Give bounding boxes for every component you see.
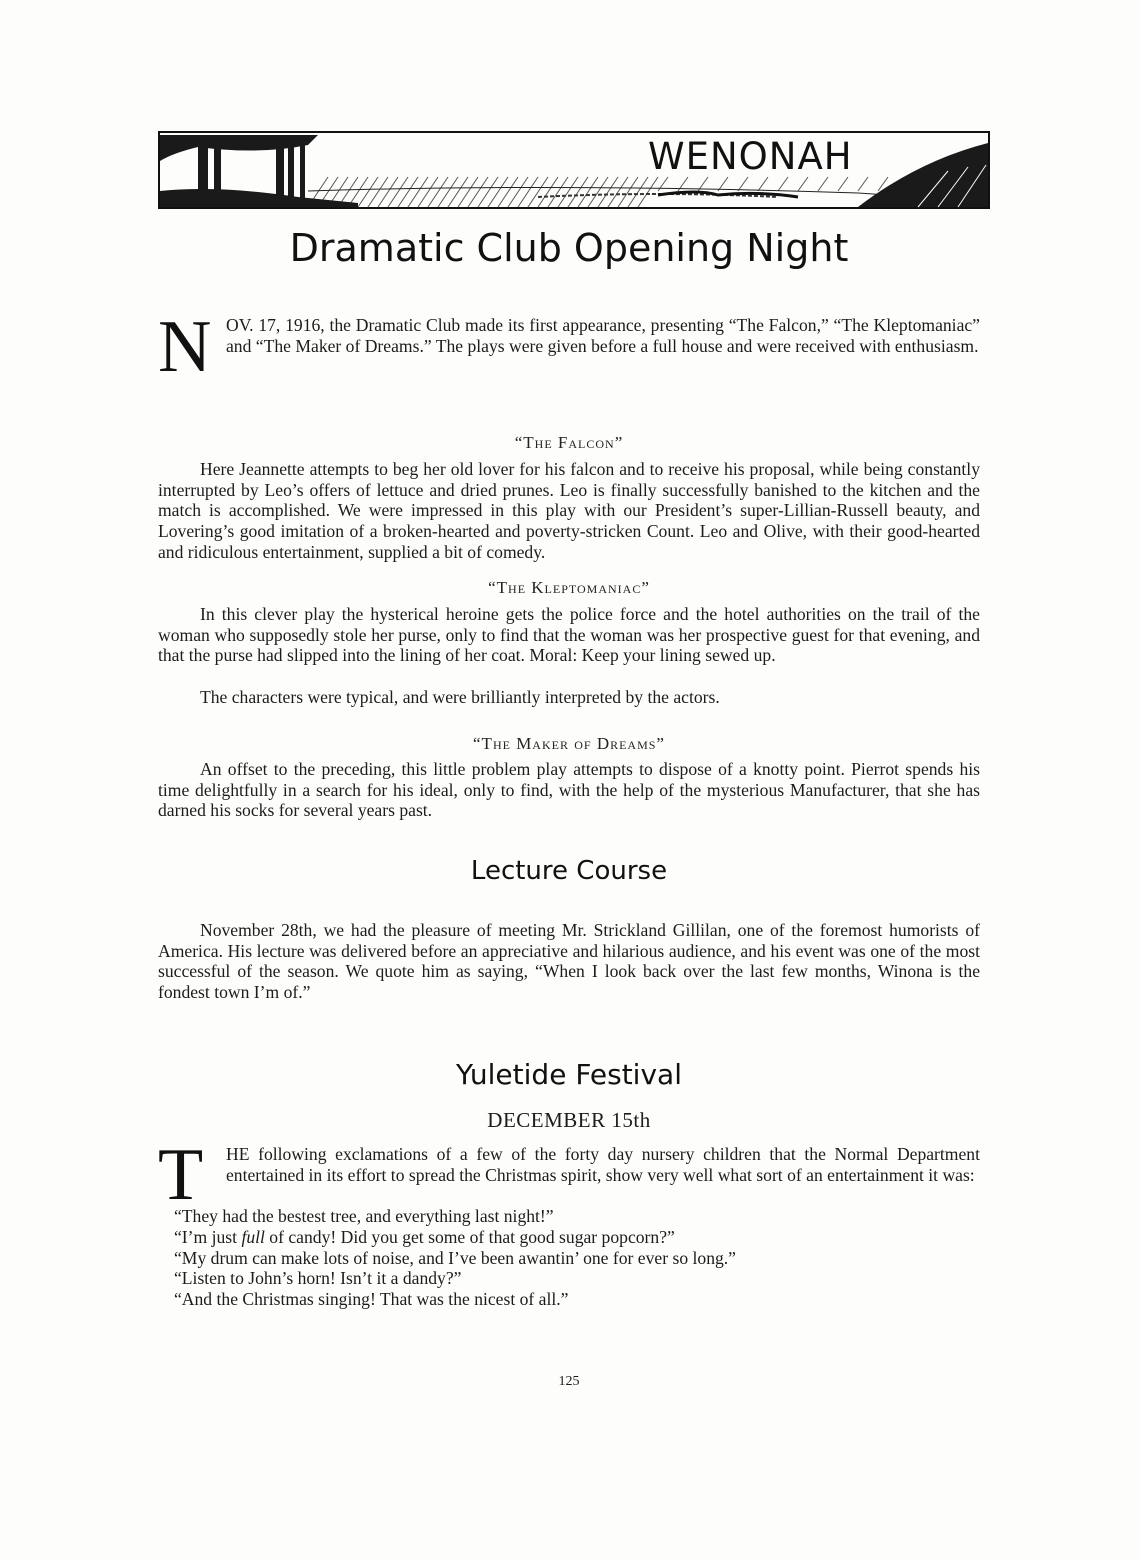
page-number: 125: [558, 1374, 580, 1389]
landscape-banner-illustration: [158, 131, 990, 209]
quote-line: “They had the bestest tree, and everything last night!”: [174, 1206, 554, 1226]
kleptomaniac-heading: “The Kleptomaniac”: [488, 578, 650, 597]
header-title: WENONAH: [648, 135, 853, 178]
quote-line: “My drum can make lots of noise, and I’ve been awantin’ one for ever so long.”: [174, 1247, 736, 1268]
dramatic-intro: OV. 17, 1916, the Dramatic Club made its first appearance, presenting “The Falcon,” “The Kleptomaniac” and “The Maker of Dreams.” The plays were given before a full house and were received with enthusiasm.: [226, 315, 980, 356]
lecture-text: November 28th, we had the pleasure of meeting Mr. Strickland Gillilan, one of the foremost humorists of America. His lecture was delivered before an appreciative and hilarious audience, and his event was one of the most successful of the season. We quote him as saying, “When I look back over the last few months, Winona is the fondest town I’m of.”: [158, 920, 980, 1003]
yuletide-intro: HE following exclamations of a few of the forty day nursery children that the Normal Department entertained in its effort to spread the Christmas spirit, show very well what sort of an entertainment it was:: [226, 1144, 980, 1185]
falcon-heading: “The Falcon”: [514, 433, 624, 452]
quote-line: “And the Christmas singing! That was the nicest of all.”: [174, 1289, 569, 1310]
yuletide-date: DECEMBER 15th: [487, 1108, 651, 1132]
dramatic-club-title: Dramatic Club Opening Night: [289, 226, 849, 270]
kleptomaniac-paragraph: [158, 604, 980, 666]
quote-line: “Listen to John’s horn! Isn’t it a dandy?”: [174, 1268, 462, 1289]
quote-line: [174, 1227, 980, 1248]
drop-cap-n: N: [158, 306, 212, 388]
lecture-paragraph: [158, 920, 980, 1003]
quote-part: “I’m just: [174, 1226, 242, 1247]
falcon-paragraph: [158, 459, 980, 563]
drop-cap-t: T: [158, 1134, 204, 1216]
kleptomaniac-text: In this clever play the hysterical heroine gets the police force and the hotel authorities on the trail of the woman who supposedly stole her purse, only to find that the woman was her prospective guest for that evening, and that the purse had slipped into the lining of her coat. Moral: Keep your lining sewed up.: [158, 604, 980, 666]
falcon-text: Here Jeannette attempts to beg her old lover for his falcon and to receive his proposal, while being constantly interrupted by Leo’s offers of lettuce and dried prunes. Leo is finally successfully banished to the kitchen and the match is accomplished. We were impressed in this play with our President’s super-Lillian-Russell beauty, and Lovering’s good imitation of a broken-hearted and poverty-stricken Count. Leo and Olive, with their good-hearted and ridiculous entertainment, supplied a bit of comedy.: [158, 459, 980, 562]
lecture-course-title: Lecture Course: [470, 856, 668, 886]
children-quotes: [174, 1206, 980, 1310]
quote-emphasis: full: [241, 1226, 265, 1247]
header-banner: [158, 131, 990, 209]
kleptomaniac-paragraph-2: [158, 687, 980, 708]
quote-part: of candy! Did you get some of that good sugar popcorn?”: [264, 1226, 675, 1247]
maker-of-dreams-heading: “The Maker of Dreams”: [473, 734, 665, 753]
yuletide-festival-title: Yuletide Festival: [456, 1058, 682, 1091]
kleptomaniac-text-2: The characters were typical, and were brilliantly interpreted by the actors.: [200, 687, 720, 707]
maker-of-dreams-paragraph: [158, 759, 980, 821]
maker-of-dreams-text: An offset to the preceding, this little problem play attempts to dispose of a knotty point. Pierrot spends his time delightfully in a search for his ideal, only to find, with the help of the mysterious Manufacturer, that she has darned his socks for several years past.: [158, 759, 980, 821]
